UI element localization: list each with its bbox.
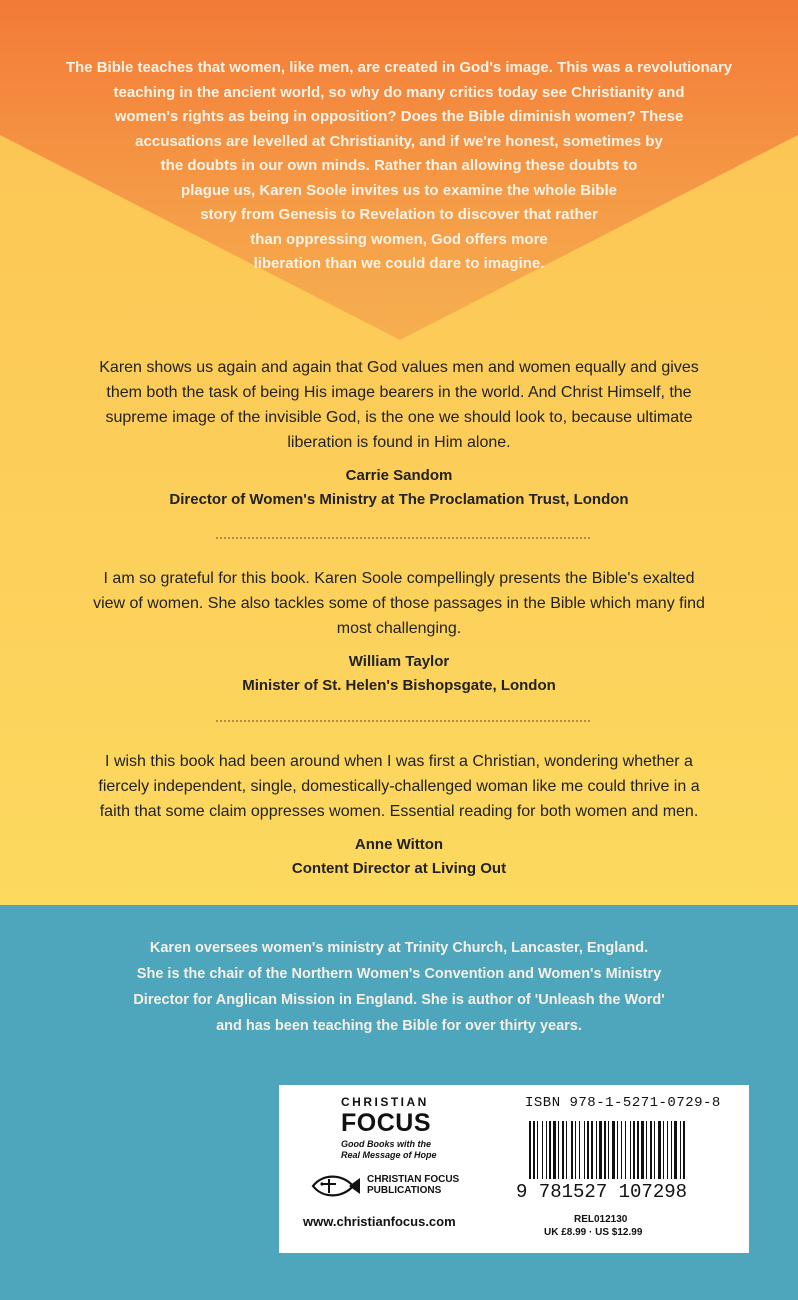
blurb-line: teaching in the ancient world, so why do many critics today see Christianity and — [113, 83, 685, 101]
publisher-brand-top: CHRISTIAN — [341, 1095, 429, 1109]
quote-line: faith that some claim oppresses women. Essential reading for both women and men. — [99, 803, 699, 820]
endorser-role: Director of Women's Ministry at The Proclamation Trust, London — [169, 491, 629, 508]
quote-line: most challenging. — [336, 620, 462, 637]
barcode-bar — [612, 1121, 615, 1179]
publisher-tagline — [341, 1139, 437, 1161]
blurb-line: women's rights as being in opposition? Does the Bible diminish women? These — [114, 108, 684, 125]
quote-line: I am so grateful for this book. Karen Soole compellingly presents the Bible's exalted — [103, 570, 695, 587]
publisher-website[interactable]: www.christianfocus.com — [303, 1214, 456, 1229]
publisher-brand-main: FOCUS — [341, 1109, 431, 1137]
barcode-bar — [667, 1121, 668, 1179]
barcode-bar — [680, 1121, 681, 1179]
dotted-divider — [216, 537, 590, 539]
endorser-name: Anne Witton — [354, 836, 444, 853]
quote-line: liberation is found in Him alone. — [287, 434, 511, 451]
publisher-block — [279, 1085, 504, 1253]
barcode-bar — [617, 1121, 618, 1179]
bio-line: Director for Anglican Mission in England. She is author of 'Unleash the Word' — [133, 992, 665, 1008]
barcode-bar — [537, 1121, 538, 1179]
price-label: UK £8.99 · US $12.99 — [544, 1227, 643, 1238]
endorser-name: Carrie Sandom — [345, 467, 453, 484]
isbn-label: ISBN 978-1-5271-0729-8 — [525, 1095, 721, 1111]
quote-line: view of women. She also tackles some of those passages in the Bible which many find — [93, 595, 705, 612]
barcode-bar — [587, 1121, 589, 1179]
blurb-line: the doubts in our own minds. Rather than allowing these doubts to — [160, 157, 638, 174]
barcode-bar — [637, 1121, 639, 1179]
product-code: REL012130 — [574, 1214, 628, 1225]
barcode-bar — [599, 1121, 602, 1179]
barcode-bar — [663, 1121, 664, 1179]
barcode-bar — [571, 1121, 573, 1179]
fish-icon — [309, 1174, 361, 1198]
endorsement-quote — [40, 749, 758, 881]
barcode-bar — [579, 1121, 580, 1179]
imprint-line: PUBLICATIONS — [367, 1185, 442, 1196]
blurb-line: The Bible teaches that women, like men, are created in God's image. This was a revolutionary — [65, 59, 733, 76]
barcode-bar — [584, 1121, 585, 1179]
book-blurb — [38, 56, 760, 277]
quote-line: Karen shows us again and again that God values men and women equally and gives — [99, 359, 699, 376]
barcode-bar — [625, 1121, 626, 1179]
quote-line: I wish this book had been around when I was first a Christian, wondering whether a — [105, 753, 693, 770]
barcode-bar — [641, 1121, 644, 1179]
quote-line: fiercely independent, single, domestically-challenged woman like me could thrive in a — [98, 778, 700, 795]
barcode-bar — [646, 1121, 647, 1179]
barcode-bar — [621, 1121, 622, 1179]
barcode-bar — [575, 1121, 576, 1179]
barcode-bar — [529, 1121, 531, 1179]
author-section — [0, 905, 798, 1300]
endorsement-quote — [40, 566, 758, 698]
barcode-bar — [674, 1121, 677, 1179]
barcode-bar — [542, 1121, 543, 1179]
endorsement-quote — [40, 355, 758, 512]
quote-text — [40, 355, 758, 455]
barcode-bar — [658, 1121, 661, 1179]
barcode — [529, 1121, 743, 1179]
blurb-line: than oppressing women, God offers more — [250, 230, 548, 248]
publisher-imprint — [367, 1174, 459, 1196]
blurb-line: story from Genesis to Revelation to discover that rather — [200, 206, 598, 223]
publisher-barcode-panel — [279, 1085, 749, 1253]
bio-line: Karen oversees women's ministry at Trinity Church, Lancaster, England. — [149, 940, 649, 956]
quote-text — [40, 566, 758, 641]
barcode-bar — [591, 1121, 593, 1179]
barcode-bar — [558, 1121, 559, 1179]
barcode-bar — [549, 1121, 551, 1179]
bio-line: and has been teaching the Bible for over thirty years. — [216, 1018, 582, 1034]
blurb-line: accusations are levelled at Christianity, and if we're honest, sometimes by — [135, 132, 663, 150]
blurb-line: plague us, Karen Soole invites us to examine the whole Bible — [181, 181, 617, 199]
quote-text — [40, 749, 758, 824]
barcode-bar — [630, 1121, 631, 1179]
endorser-name: William Taylor — [348, 653, 450, 670]
blurb-line: liberation than we could dare to imagine. — [253, 255, 545, 272]
tagline-line: Real Message of Hope — [341, 1150, 437, 1160]
barcode-bar — [546, 1121, 547, 1179]
barcode-bar — [533, 1121, 535, 1179]
author-bio — [60, 935, 738, 1039]
endorser-role: Minister of St. Helen's Bishopsgate, London — [242, 677, 556, 694]
tagline-line: Good Books with the — [341, 1139, 431, 1149]
barcode-bar — [608, 1121, 609, 1179]
barcode-bar — [566, 1121, 567, 1179]
barcode-bar — [671, 1121, 672, 1179]
barcode-bar — [683, 1121, 685, 1179]
barcode-bar — [654, 1121, 655, 1179]
quote-line: supreme image of the invisible God, is the one we should look to, because ultimate — [105, 409, 693, 426]
barcode-bar — [596, 1121, 597, 1179]
barcode-bar — [604, 1121, 606, 1179]
imprint-line: CHRISTIAN FOCUS — [367, 1174, 460, 1185]
barcode-digits: 9 781527 107298 — [516, 1181, 688, 1203]
barcode-bar — [562, 1121, 564, 1179]
barcode-bar — [553, 1121, 556, 1179]
barcode-bar — [650, 1121, 652, 1179]
barcode-bar — [633, 1121, 635, 1179]
quote-line: them both the task of being His image bearers in the world. And Christ Himself, the — [106, 384, 692, 401]
endorser-role: Content Director at Living Out — [291, 860, 507, 877]
dotted-divider — [216, 720, 590, 722]
bio-line: She is the chair of the Northern Women's Convention and Women's Ministry — [136, 966, 662, 982]
